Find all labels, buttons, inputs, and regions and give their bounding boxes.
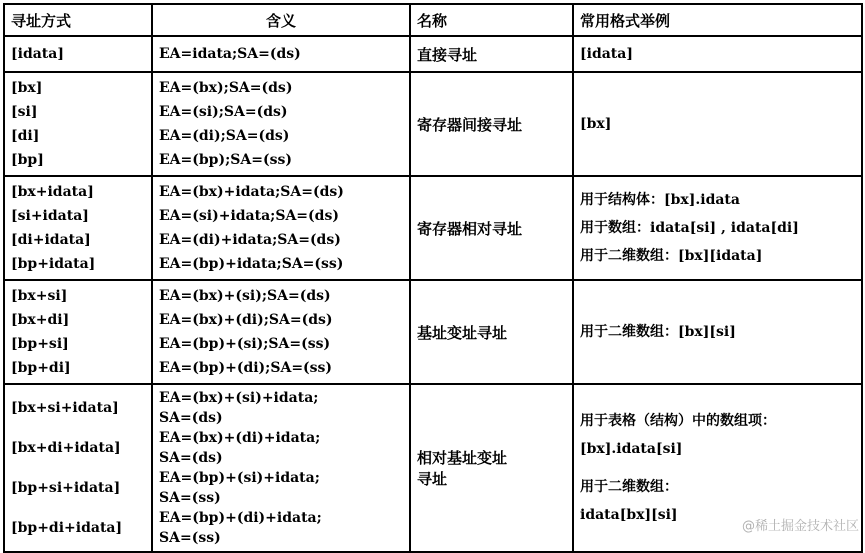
example-item: 用于表格（结构）中的数组项： bbox=[580, 413, 776, 429]
mode-item: [bp+di] bbox=[11, 360, 71, 376]
meaning-item: SA=(ds) bbox=[159, 450, 223, 466]
meaning-item: EA=(bp)+idata;SA=(ss) bbox=[159, 256, 344, 272]
example-cell bbox=[573, 72, 862, 176]
meaning-item: EA=(bx)+(si);SA=(ds) bbox=[159, 288, 331, 304]
mode-item: [bp+si+idata] bbox=[11, 480, 121, 496]
mode-item: [bx+idata] bbox=[11, 184, 94, 200]
example-item: idata[bx][si] bbox=[580, 507, 678, 523]
example-cell bbox=[573, 176, 862, 280]
mode-item: [di] bbox=[11, 128, 40, 144]
example-item: 用于二维数组： bbox=[580, 479, 678, 495]
meaning-item: EA=(di)+idata;SA=(ds) bbox=[159, 232, 341, 248]
mode-item: [bx+di] bbox=[11, 312, 70, 328]
mode-item: [si+idata] bbox=[11, 208, 89, 224]
table-row bbox=[4, 72, 862, 176]
mode-cell bbox=[4, 384, 152, 552]
mode-item: [bx] bbox=[11, 80, 43, 96]
example-item: [idata] bbox=[580, 46, 633, 62]
meaning-item: EA=(bp)+(di)+idata; bbox=[159, 510, 322, 526]
example-item: 用于二维数组：[bx][si] bbox=[580, 324, 736, 340]
meaning-item: EA=(bp)+(si);SA=(ss) bbox=[159, 336, 331, 352]
header-example: 常用格式举例 bbox=[573, 4, 862, 36]
mode-item: [bx+si+idata] bbox=[11, 400, 119, 416]
mode-item: [bp] bbox=[11, 152, 44, 168]
header-mode: 寻址方式 bbox=[4, 4, 152, 36]
mode-item: [bp+si] bbox=[11, 336, 69, 352]
header-row bbox=[4, 4, 862, 36]
addressing-modes-table bbox=[3, 3, 863, 553]
meaning-item: EA=(si);SA=(ds) bbox=[159, 104, 288, 120]
meaning-item: EA=(bx)+(si)+idata; bbox=[159, 390, 319, 406]
mode-item: [idata] bbox=[11, 46, 64, 62]
mode-cell bbox=[4, 280, 152, 384]
table-row bbox=[4, 36, 862, 72]
meaning-cell bbox=[152, 36, 410, 72]
example-item: 用于数组：idata[si] , idata[di] bbox=[580, 220, 799, 236]
meaning-item: EA=(bx)+(di);SA=(ds) bbox=[159, 312, 333, 328]
name-cell: 寄存器间接寻址 bbox=[410, 72, 573, 176]
meaning-item: EA=(si)+idata;SA=(ds) bbox=[159, 208, 339, 224]
example-item: [bx].idata[si] bbox=[580, 441, 683, 457]
name-line: 相对基址变址 bbox=[417, 449, 508, 467]
meaning-item: SA=(ss) bbox=[159, 530, 221, 546]
example-item: 用于结构体：[bx].idata bbox=[580, 192, 740, 208]
meaning-item: SA=(ds) bbox=[159, 410, 223, 426]
meaning-cell bbox=[152, 176, 410, 280]
meaning-item: EA=(bp)+(si)+idata; bbox=[159, 470, 320, 486]
mode-item: [bx+si] bbox=[11, 288, 68, 304]
meaning-item: EA=(bp)+(di);SA=(ss) bbox=[159, 360, 333, 376]
name-cell bbox=[410, 384, 573, 552]
header-name: 名称 bbox=[410, 4, 573, 36]
mode-cell bbox=[4, 72, 152, 176]
meaning-item: EA=(bp);SA=(ss) bbox=[159, 152, 292, 168]
mode-cell bbox=[4, 176, 152, 280]
mode-cell bbox=[4, 36, 152, 72]
table-row bbox=[4, 176, 862, 280]
meaning-item: EA=(bx)+(di)+idata; bbox=[159, 430, 321, 446]
meaning-cell bbox=[152, 280, 410, 384]
mode-item: [bx+di+idata] bbox=[11, 440, 121, 456]
meaning-cell bbox=[152, 72, 410, 176]
watermark: @稀土掘金技术社区 bbox=[741, 519, 859, 534]
meaning-item: EA=idata;SA=(ds) bbox=[159, 46, 301, 62]
mode-item: [di+idata] bbox=[11, 232, 91, 248]
name-cell: 寄存器相对寻址 bbox=[410, 176, 573, 280]
meaning-item: EA=(bx);SA=(ds) bbox=[159, 80, 293, 96]
meaning-item: SA=(ss) bbox=[159, 490, 221, 506]
table-row bbox=[4, 280, 862, 384]
header-meaning: 含义 bbox=[152, 4, 410, 36]
mode-item: [bp+idata] bbox=[11, 256, 96, 272]
example-cell bbox=[573, 36, 862, 72]
mode-item: [bp+di+idata] bbox=[11, 520, 123, 536]
name-cell: 直接寻址 bbox=[410, 36, 573, 72]
meaning-item: EA=(di);SA=(ds) bbox=[159, 128, 290, 144]
table-row bbox=[4, 384, 862, 552]
name-line: 寻址 bbox=[417, 470, 448, 488]
mode-item: [si] bbox=[11, 104, 38, 120]
meaning-item: EA=(bx)+idata;SA=(ds) bbox=[159, 184, 344, 200]
example-item: [bx] bbox=[580, 116, 612, 132]
name-cell: 基址变址寻址 bbox=[410, 280, 573, 384]
meaning-cell bbox=[152, 384, 410, 552]
example-cell bbox=[573, 280, 862, 384]
example-item: 用于二维数组：[bx][idata] bbox=[580, 248, 763, 264]
